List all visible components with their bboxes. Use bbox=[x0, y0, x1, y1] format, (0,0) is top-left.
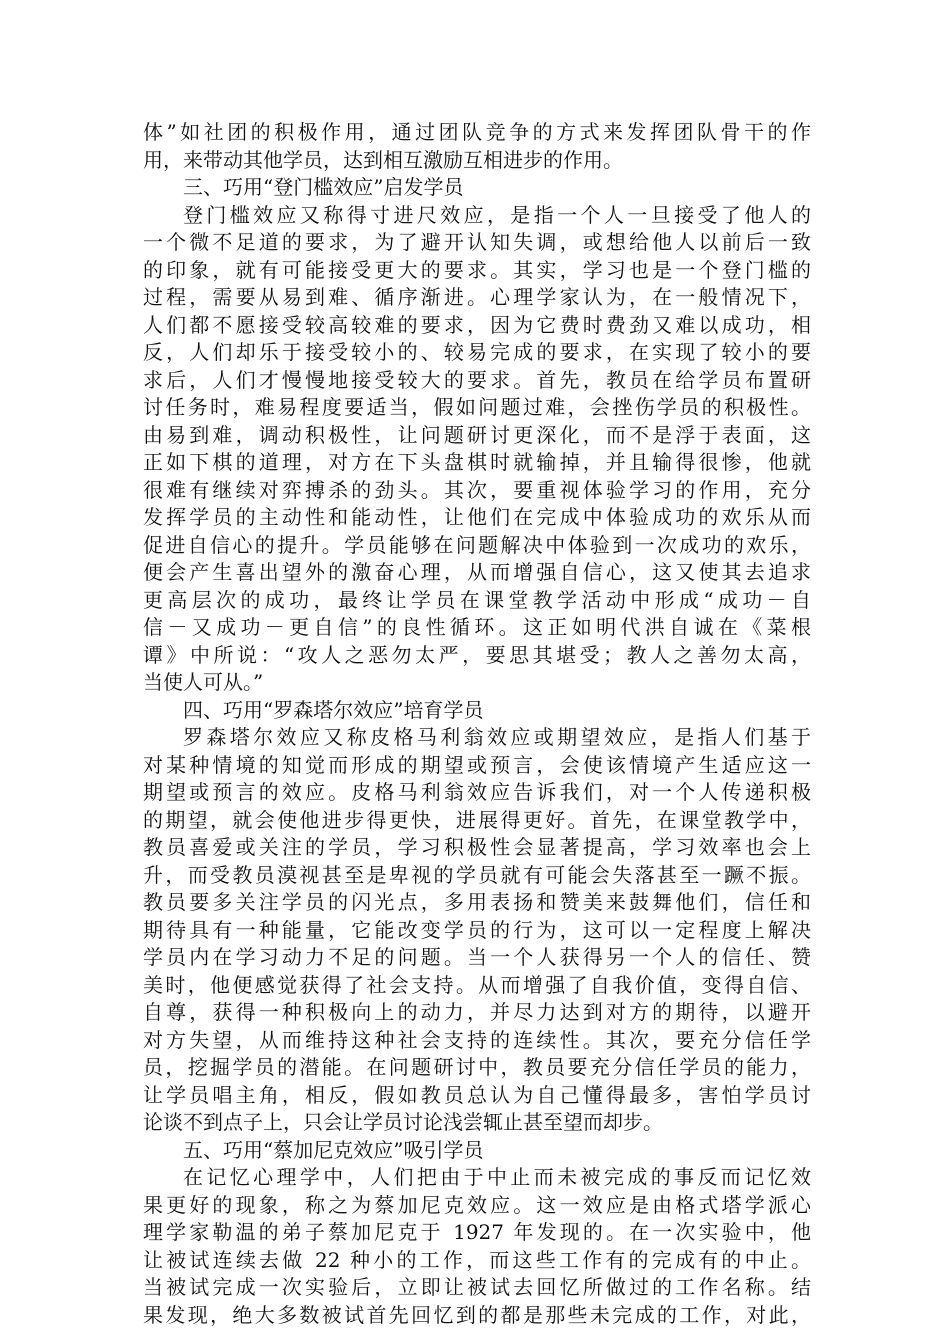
text-line: 登门槛效应又称得寸进尺效应，是指一个人一旦接受了他人的 bbox=[183, 202, 811, 227]
text-line: 对某种情境的知觉而形成的期望或预言，会使该情境产生适应这一 bbox=[143, 752, 811, 777]
text-line: 教员喜爱或关注的学员，学习积极性会显著提高，学习效率也会上 bbox=[143, 835, 811, 859]
text-line: 正如下棋的道理，对方在下头盘棋时就输掉，并且输得很惨，他就 bbox=[143, 450, 811, 474]
text-line: 员，挖掘学员的潜能。在问题研讨中，教员要充分信任学员的能力， bbox=[143, 1055, 811, 1079]
text-line: 的期望，就会使他进步得更快，进展得更好。首先，在课堂教学中， bbox=[143, 807, 811, 832]
text-line: 让被试连续去做 22 种小的工作，而这些工作有的完成有的中止。 bbox=[143, 1247, 811, 1272]
text-line: 过程，需要从易到难、循序渐进。心理学家认为，在一般情况下， bbox=[143, 285, 811, 309]
text-line: 果发现，绝大多数被试首先回忆到的都是那些未完成的工作，对此， bbox=[143, 1302, 811, 1327]
text-line: 理学家勒温的弟子蔡加尼克于 1927 年发现的。在一次实验中，他 bbox=[143, 1220, 811, 1244]
text-line: 发挥学员的主动性和能动性，让他们在完成中体验成功的欢乐从而 bbox=[143, 505, 811, 529]
text-line: 自尊，获得一种积极向上的动力，并尽力达到对方的期待，以避开 bbox=[143, 1000, 811, 1024]
text-line: 罗森塔尔效应又称皮格马利翁效应或期望效应，是指人们基于 bbox=[183, 725, 811, 749]
text-line: 让学员唱主角，相反，假如教员总认为自己懂得最多，害怕学员讨 bbox=[143, 1082, 811, 1107]
text-line: 便会产生喜出望外的激奋心理，从而增强自信心，这又使其去追求 bbox=[143, 560, 811, 584]
text-line: 升，而受教员漠视甚至是卑视的学员就有可能会失落甚至一蹶不振。 bbox=[143, 862, 811, 887]
text-line: 教员要多关注学员的闪光点，多用表扬和赞美来鼓舞他们，信任和 bbox=[143, 890, 811, 914]
text-line: 讨任务时，难易程度要适当，假如问题过难，会挫伤学员的积极性。 bbox=[143, 395, 811, 419]
text-line: 三、巧用“登门槛效应”启发学员 bbox=[183, 175, 464, 199]
text-line: 在记忆心理学中，人们把由于中止而未被完成的事反而记忆效 bbox=[183, 1165, 811, 1189]
text-line: 期望或预言的效应。皮格马利翁效应告诉我们，对一个人传递积极 bbox=[143, 780, 811, 804]
text-line: 对方失望，从而维持这种社会支持的连续性。其次，要充分信任学 bbox=[143, 1027, 811, 1052]
document-body bbox=[143, 119, 811, 1329]
text-line: 很难有继续对弈搏杀的劲头。其次，要重视体验学习的作用，充分 bbox=[143, 477, 811, 502]
text-line: 体”如社团的积极作用，通过团队竞争的方式来发挥团队骨干的作 bbox=[143, 120, 811, 144]
text-line: 更高层次的成功，最终让学员在课堂教学活动中形成“成功－自 bbox=[143, 587, 811, 612]
text-line: 人们都不愿接受较高较难的要求，因为它费时费劲又难以成功，相 bbox=[143, 312, 811, 337]
text-line: 用，来带动其他学员，达到相互激励互相进步的作用。 bbox=[143, 147, 623, 172]
text-line: 当使人可从。” bbox=[143, 670, 264, 694]
text-line: 当被试完成一次实验后，立即让被试去回忆所做过的工作名称。结 bbox=[143, 1275, 811, 1299]
text-line: 学员内在学习动力不足的问题。当一个人获得另一个人的信任、赞 bbox=[143, 945, 811, 969]
text-line: 由易到难，调动积极性，让问题研讨更深化，而不是浮于表面，这 bbox=[143, 422, 811, 447]
text-line: 信－又成功－更自信”的良性循环。这正如明代洪自诚在《菜根 bbox=[143, 615, 811, 639]
text-line: 美时，他便感觉获得了社会支持。从而增强了自我价值，变得自信、 bbox=[143, 972, 811, 997]
text-line: 求后，人们才慢慢地接受较大的要求。首先，教员在给学员布置研 bbox=[143, 367, 811, 392]
text-line: 五、巧用“蔡加尼克效应”吸引学员 bbox=[183, 1137, 484, 1162]
text-line: 促进自信心的提升。学员能够在问题解决中体验到一次成功的欢乐， bbox=[143, 532, 811, 557]
text-line: 反，人们却乐于接受较小的、较易完成的要求，在实现了较小的要 bbox=[143, 340, 811, 364]
text-line: 谭》中所说：“攻人之恶勿太严，要思其堪受；教人之善勿太高， bbox=[143, 642, 811, 667]
text-line: 一个微不足道的要求，为了避开认知失调，或想给他人以前后一致 bbox=[143, 230, 811, 254]
text-line: 的印象，就有可能接受更大的要求。其实，学习也是一个登门槛的 bbox=[143, 257, 811, 282]
text-line: 期待具有一种能量，它能改变学员的行为，这可以一定程度上解决 bbox=[143, 917, 811, 942]
text-line: 果更好的现象，称之为蔡加尼克效应。这一效应是由格式塔学派心 bbox=[143, 1192, 811, 1217]
text-line: 论谈不到点子上，只会让学员讨论浅尝辄止甚至望而却步。 bbox=[143, 1110, 663, 1134]
text-line: 四、巧用“罗森塔尔效应”培育学员 bbox=[183, 697, 484, 722]
